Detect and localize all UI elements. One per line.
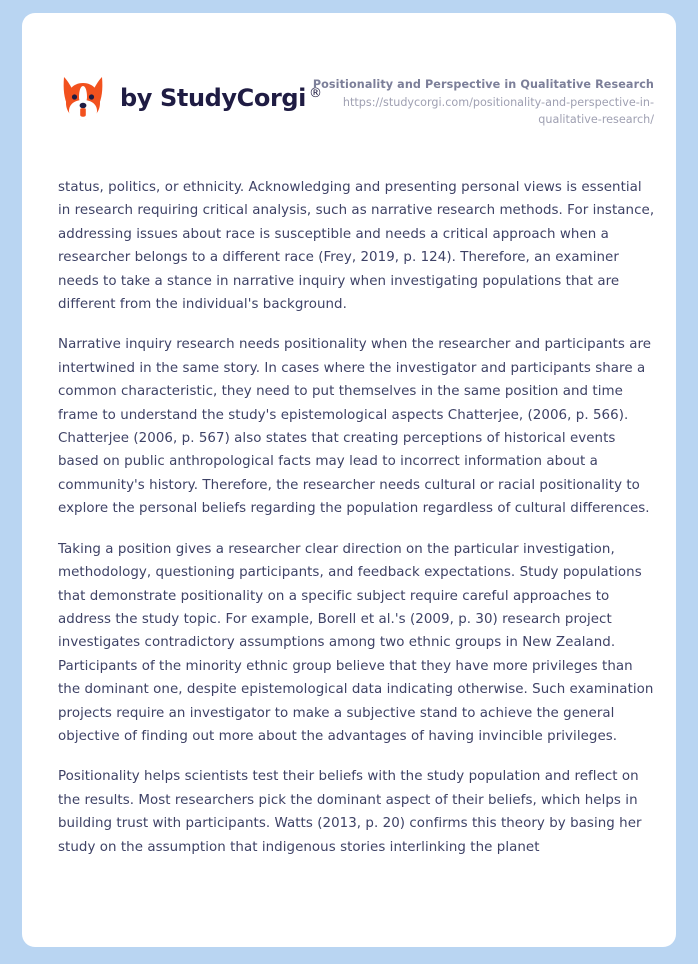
- body-paragraph: Taking a position gives a researcher clear direction on the particular investigation, methodology, questioning participants, and feedback expectations. Study populations that demonstrate positionality on a specific subject require careful approaches to address the study topic. For example, Borell et al.'s (2009, p. 30) research project investigates contradictory assumptions among two ethnic groups in New Zealand. Participants of the minority ethnic group believe that they have more privileges than the dominant one, despite epistemological data indicating otherwise. Such examination projects require an investigator to make a subjective stand to achieve the general objective of finding out more about the advantages of having invincible privileges.: [58, 541, 654, 744]
- body-paragraph: Narrative inquiry research needs positionality when the researcher and participants are intertwined in the same story. In cases where the investigator and participants share a common characteristic, they need to put themselves in the same position and time frame to understand the study's epistemological aspects Chatterjee, (2006, p. 566). Chatterjee (2006, p. 567) also states that creating perceptions of historical events based on public anthropological facts may lead to incorrect information about a community's history. Therefore, the researcher needs cultural or racial positionality to explore the personal beliefs regarding the population regardless of cultural differences.: [58, 337, 652, 517]
- brand-name: [120, 84, 322, 112]
- corgi-head-icon: [58, 73, 108, 123]
- brand-name-text: by StudyCorgi: [120, 84, 306, 112]
- body-paragraph: status, politics, or ethnicity. Acknowledging and presenting personal views is essential in research requiring critical analysis, such as narrative research methods. For instance, addressing issues about race is susceptible and needs a critical approach when a researcher belongs to a different race (Frey, 2019, p. 124). Therefore, an examiner needs to take a stance in narrative inquiry when investigating populations that are different from the individual's background.: [58, 180, 655, 313]
- source-url[interactable]: https://studycorgi.com/positionality-and-perspective-in-qualitative-research/: [342, 96, 654, 126]
- registered-trademark-icon: ®: [309, 86, 322, 101]
- document-page: [22, 13, 676, 947]
- page-title: Positionality and Perspective in Qualitative Research: [312, 78, 654, 91]
- body-paragraph: Positionality helps scientists test their beliefs with the study population and reflect on the results. Most researchers pick the dominant aspect of their beliefs, which helps in building trust with participants. Watts (2013, p. 20) confirms this theory by basing her study on the assumption that indigenous stories interlinking the planet: [58, 769, 642, 855]
- document-meta: [309, 77, 654, 128]
- document-body: [58, 176, 658, 859]
- brand-block: [58, 73, 322, 123]
- document-header: [22, 13, 676, 158]
